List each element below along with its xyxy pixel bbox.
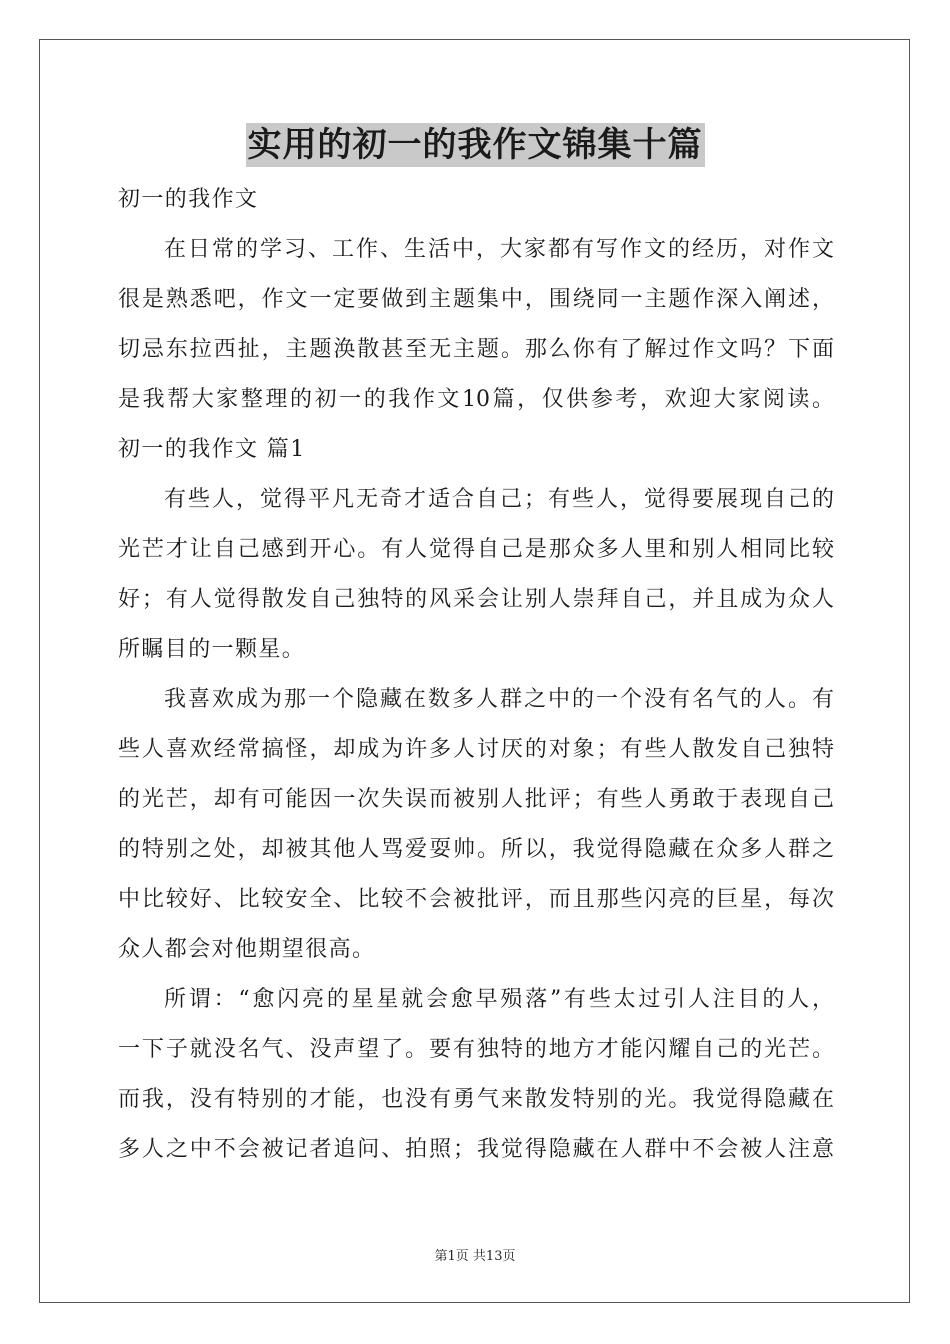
paragraph-line: 所瞩目的一颗星。	[118, 637, 306, 662]
page-footer: 第1页 共13页	[434, 1249, 516, 1264]
paragraph-line: 是我帮大家整理的初一的我作文10篇，仅供参考，欢迎大家阅读。	[118, 387, 834, 412]
paragraph-line: 有些人，觉得平凡无奇才适合自己；有些人，觉得要展现自己的	[164, 487, 834, 512]
document-body	[118, 175, 834, 1175]
paragraph-line: 而我，没有特别的才能，也没有勇气来散发特别的光。我觉得隐藏在	[118, 1087, 834, 1112]
paragraph-line: 的特别之处，却被其他人骂爱耍帅。所以，我觉得隐藏在众多人群之	[118, 837, 834, 862]
paragraph-line: 切忌东拉西扯，主题涣散甚至无主题。那么你有了解过作文吗？下面	[118, 337, 834, 362]
paragraph-line: 些人喜欢经常搞怪，却成为许多人讨厌的对象；有些人散发自己独特	[118, 737, 834, 762]
paragraph-line: 好；有人觉得散发自己独特的风采会让别人崇拜自己，并且成为众人	[118, 587, 834, 612]
paragraph-line: 多人之中不会被记者追问、拍照；我觉得隐藏在人群中不会被人注意	[118, 1137, 834, 1162]
paragraph-line: 的光芒，却有可能因一次失误而被别人批评；有些人勇敢于表现自己	[118, 787, 834, 812]
paragraph-line: 众人都会对他期望很高。	[118, 937, 376, 962]
paragraph-line: 光芒才让自己感到开心。有人觉得自己是那众多人里和别人相同比较	[118, 537, 834, 562]
section-heading: 初一的我作文	[118, 187, 259, 212]
paragraph-line: 我喜欢成为那一个隐藏在数多人群之中的一个没有名气的人。有	[164, 687, 834, 712]
paragraph-line: 中比较好、比较安全、比较不会被批评，而且那些闪亮的巨星，每次	[118, 887, 834, 912]
paragraph-line: 一下子就没名气、没声望了。要有独特的地方才能闪耀自己的光芒。	[118, 1037, 834, 1062]
title-container	[0, 123, 950, 167]
paragraph-line: 很是熟悉吧，作文一定要做到主题集中，围绕同一主题作深入阐述，	[118, 287, 834, 312]
paragraph-line: 所谓：“愈闪亮的星星就会愈早殒落”有些太过引人注目的人，	[164, 987, 834, 1012]
document-title: 实用的初一的我作文锦集十篇	[247, 125, 703, 165]
paragraph-line: 在日常的学习、工作、生活中，大家都有写作文的经历，对作文	[164, 237, 834, 262]
section-heading: 初一的我作文 篇1	[118, 437, 306, 462]
